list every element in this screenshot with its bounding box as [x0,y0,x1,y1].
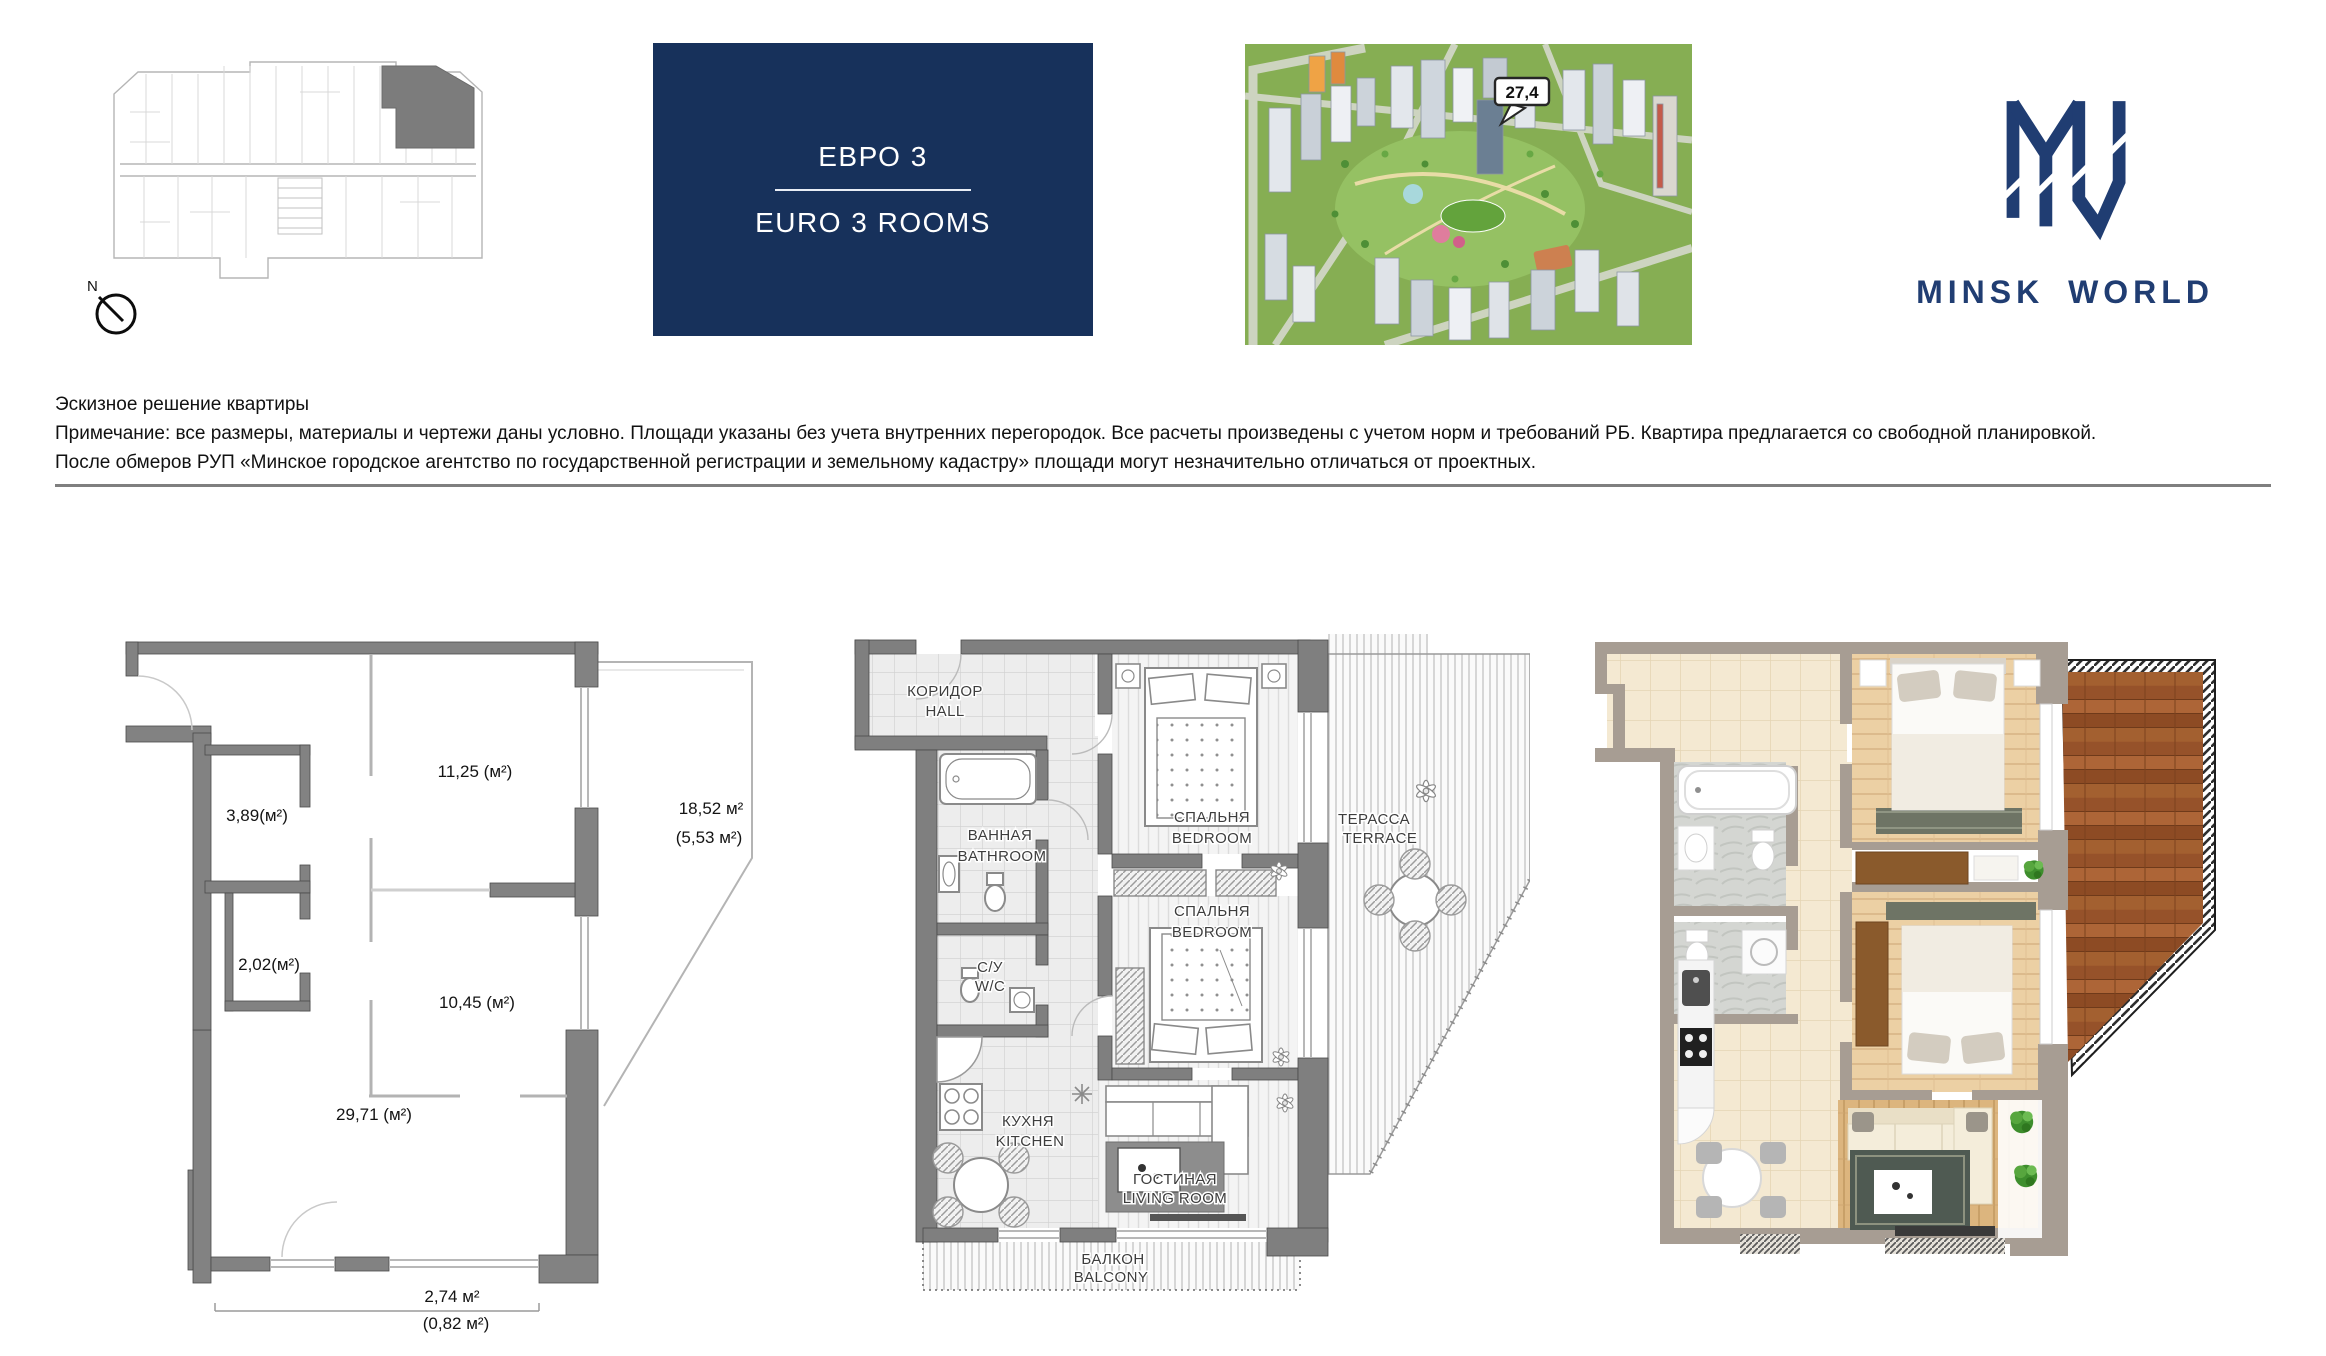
render-terrace [2062,660,2215,1075]
partitions [369,654,567,1096]
mw-monogram-icon [1996,60,2134,260]
label-hall-en: HALL [925,703,965,720]
key-plan-stairs [278,178,322,234]
label-living-en: LIVING ROOM [1122,1190,1228,1207]
label-balcony-en: BALCONY [1073,1269,1149,1286]
label-wc-en: W/C [974,978,1006,995]
label-bedroom2-en: BEDROOM [1171,924,1253,941]
highlighted-unit [382,66,474,148]
label-bedroom2-ru: СПАЛЬНЯ [1173,903,1251,920]
label-balcony-ru: БАЛКОН [1081,1251,1145,1268]
label-terrace-en: TERRACE [1342,830,1418,847]
north-indicator [86,278,150,342]
note-line-1: Примечание: все размеры, материалы и чертежи даны условно. Площади указаны без учета внутренних перегородок. Все расчеты произведены с учетом норм и требований РБ. Квартира предлагается со свободной планировкой. [55,423,2097,444]
terrace-outline [598,662,752,1106]
label-kitchen-en: KITCHEN [995,1133,1065,1150]
area-terrace-reduced: (5,53 м²) [675,828,743,847]
note-line-2: После обмеров РУП «Минское городское агентство по государственной регистрации и земельному кадастру» площади могут незначительно отличаться от проектных. [55,452,1537,473]
compass-needle-icon [99,297,123,321]
area-balcony-reduced: (0,82 м²) [422,1314,490,1333]
area-storage: 3,89(м²) [226,806,288,825]
windows [270,687,588,1267]
area-wc: 2,02(м²) [238,955,300,974]
brand-wordmark: MINSK WORLD [1916,274,2214,310]
area-balcony: 2,74 м² [424,1287,480,1306]
render-living [1848,1100,2042,1238]
label-terrace-ru: ТЕРАССА [1338,811,1410,828]
key-plan [100,52,490,282]
note-title: Эскизное решение квартиры [55,394,310,415]
panel-divider [775,189,971,191]
map-badge-label: 27,4 [1505,83,1539,102]
walls [126,642,598,1283]
brand-logo [1850,60,2280,311]
dimension-plan [120,630,770,1335]
unit-type-panel [653,43,1093,336]
note-block [55,390,2271,477]
render-plan [1590,630,2260,1270]
light-symbol [1072,1084,1092,1104]
central-park [1335,131,1585,287]
label-bedroom1-en: BEDROOM [1171,830,1253,847]
area-bedroom-2: 10,45 (м²) [439,993,515,1012]
label-bath-en: BATHROOM [957,848,1047,865]
area-terrace: 18,52 м² [678,799,744,818]
masterplan-aerial [1245,44,1692,345]
label-wc-ru: С/У [977,959,1003,976]
label-living-ru: ГОСТИНАЯ [1132,1171,1218,1188]
label-kitchen-ru: КУХНЯ [1001,1113,1055,1130]
label-bath-ru: ВАННАЯ [967,827,1033,844]
divider-rule [55,484,2271,487]
north-label: N [87,278,98,295]
balcony-dimension-bracket [215,1303,539,1311]
unit-type-ru: ЕВРО 3 [818,140,928,172]
label-bedroom1-ru: СПАЛЬНЯ [1173,809,1251,826]
area-bedroom-1: 11,25 (м²) [437,762,513,781]
unit-type-en: EURO 3 ROOMS [755,206,991,238]
area-living: 29,71 (м²) [336,1105,412,1124]
label-hall-ru: КОРИДОР [907,683,983,700]
furniture-plan [850,628,1530,1308]
